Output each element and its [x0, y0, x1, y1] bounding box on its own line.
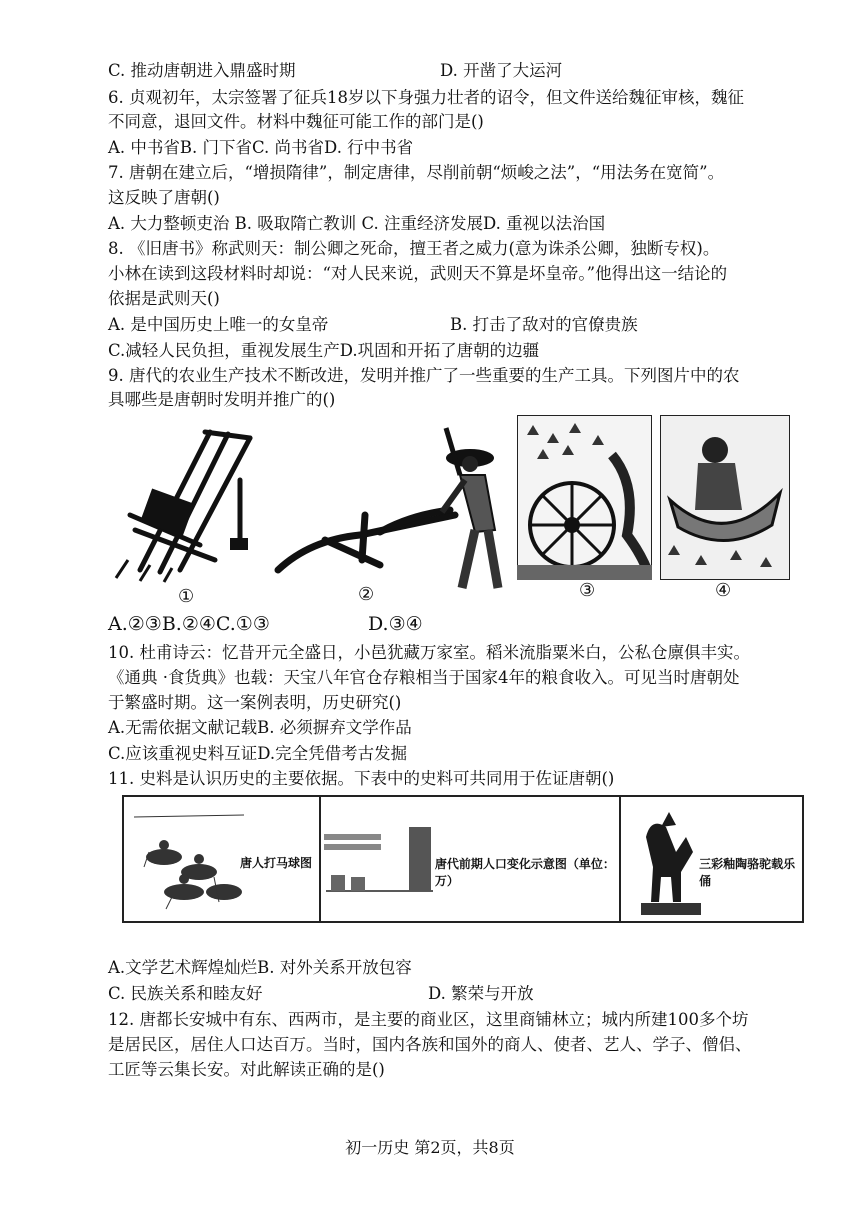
- q9-stem-line1: 9. 唐代的农业生产技术不断改进，发明并推广了一些重要的生产工具。下列图片中的农: [108, 366, 740, 385]
- q11-option-d: D. 繁荣与开放: [428, 984, 534, 1003]
- q9-option-d: D.③④: [368, 613, 423, 635]
- q6-options: A. 中书省B. 门下省C. 尚书省D. 行中书省: [108, 138, 414, 157]
- q8-options-cd: C.减轻人民负担，重视发展生产D.巩固和开拓了唐朝的边疆: [108, 341, 540, 360]
- population-chart-cell: [321, 797, 621, 921]
- q10-stem-line2: 《通典 ·食货典》也载：天宝八年官仓存粮相当于国家4年的粮食收入。可见当时唐朝处: [108, 668, 740, 687]
- figure-label-2: ②: [358, 584, 375, 605]
- q7-stem-line2: 这反映了唐朝(): [108, 188, 220, 207]
- q5-option-c: C. 推动唐朝进入鼎盛时期: [108, 61, 296, 80]
- q10-options-cd: C.应该重视史料互证D.完全凭借考古发掘: [108, 744, 408, 763]
- figure-label-4: ④: [715, 580, 732, 601]
- q12-stem-line3: 工匠等云集长安。对此解读正确的是(): [108, 1060, 385, 1079]
- farmer-plow-figure: [270, 420, 520, 595]
- basin-tool-figure: [660, 415, 790, 580]
- q7-options: A. 大力整顿吏治 B. 吸取隋亡教训 C. 注重经济发展D. 重视以法治国: [108, 214, 606, 233]
- source-table: [122, 795, 804, 923]
- figure-label-1: ①: [178, 586, 195, 607]
- polo-painting-cell: [124, 797, 321, 921]
- q10-stem-line3: 于繁盛时期。这一案例表明，历史研究(): [108, 693, 402, 712]
- camel-figurine-cell: [621, 797, 802, 921]
- water-wheel-figure: [517, 415, 652, 580]
- q6-stem-line2: 不同意，退回文件。材料中魏征可能工作的部门是(): [108, 112, 484, 131]
- q8-stem-line2: 小林在读到这段材料时却说：“对人民来说，武则天不算是坏皇帝。”他得出这一结论的: [108, 264, 728, 283]
- figure-label-3: ③: [579, 580, 596, 601]
- population-chart-caption: 唐代前期人口变化示意图（单位：万）: [434, 857, 615, 888]
- q10-stem-line1: 10. 杜甫诗云：忆昔开元全盛日，小邑犹藏万家室。稻米流脂粟米白，公私仓廪俱丰实。: [108, 643, 750, 662]
- q11-options-ab: A.文学艺术辉煌灿烂B. 对外关系开放包容: [108, 958, 412, 977]
- q6-stem-line1: 6. 贞观初年，太宗签署了征兵18岁以下身强力壮者的诏令，但文件送给魏征审核，魏征: [108, 88, 744, 107]
- q8-option-a: A. 是中国历史上唯一的女皇帝: [108, 315, 329, 334]
- page-footer: 初一历史 第2页，共8页: [345, 1138, 515, 1157]
- q10-options-ab: A.无需依据文献记载B. 必须摒弃文学作品: [108, 718, 412, 737]
- q7-stem-line1: 7. 唐朝在建立后，“增损隋律”，制定唐律，尽削前朝“烦峻之法”，“用法务在宽简”。: [108, 163, 725, 182]
- q8-stem-line1: 8. 《旧唐书》称武则天：制公卿之死命，擅王者之威力(意为诛杀公卿，独断专权)。: [108, 239, 720, 258]
- q11-option-c: C. 民族关系和睦友好: [108, 984, 263, 1003]
- q11-stem: 11. 史料是认识历史的主要依据。下表中的史料可共同用于佐证唐朝(): [108, 769, 615, 788]
- camel-figurine-caption: 三彩釉陶骆驼载乐俑: [699, 857, 796, 888]
- polo-painting-caption: 唐人打马球图: [240, 856, 313, 870]
- q12-stem-line1: 12. 唐都长安城中有东、西两市，是主要的商业区，这里商铺林立；城内所建100多个坊: [108, 1010, 749, 1029]
- q8-stem-line3: 依据是武则天(): [108, 289, 220, 308]
- plow-frame-figure: [110, 420, 280, 590]
- q8-option-b: B. 打击了敌对的官僚贵族: [450, 315, 638, 334]
- q12-stem-line2: 是居民区，居住人口达百万。当时，国内各族和国外的商人、使者、艺人、学子、僧侣、: [108, 1035, 752, 1054]
- q9-options-abc: A.②③B.②④C.①③: [108, 613, 270, 635]
- q9-stem-line2: 具哪些是唐朝时发明并推广的(): [108, 390, 336, 409]
- q5-option-d: D. 开凿了大运河: [440, 61, 563, 80]
